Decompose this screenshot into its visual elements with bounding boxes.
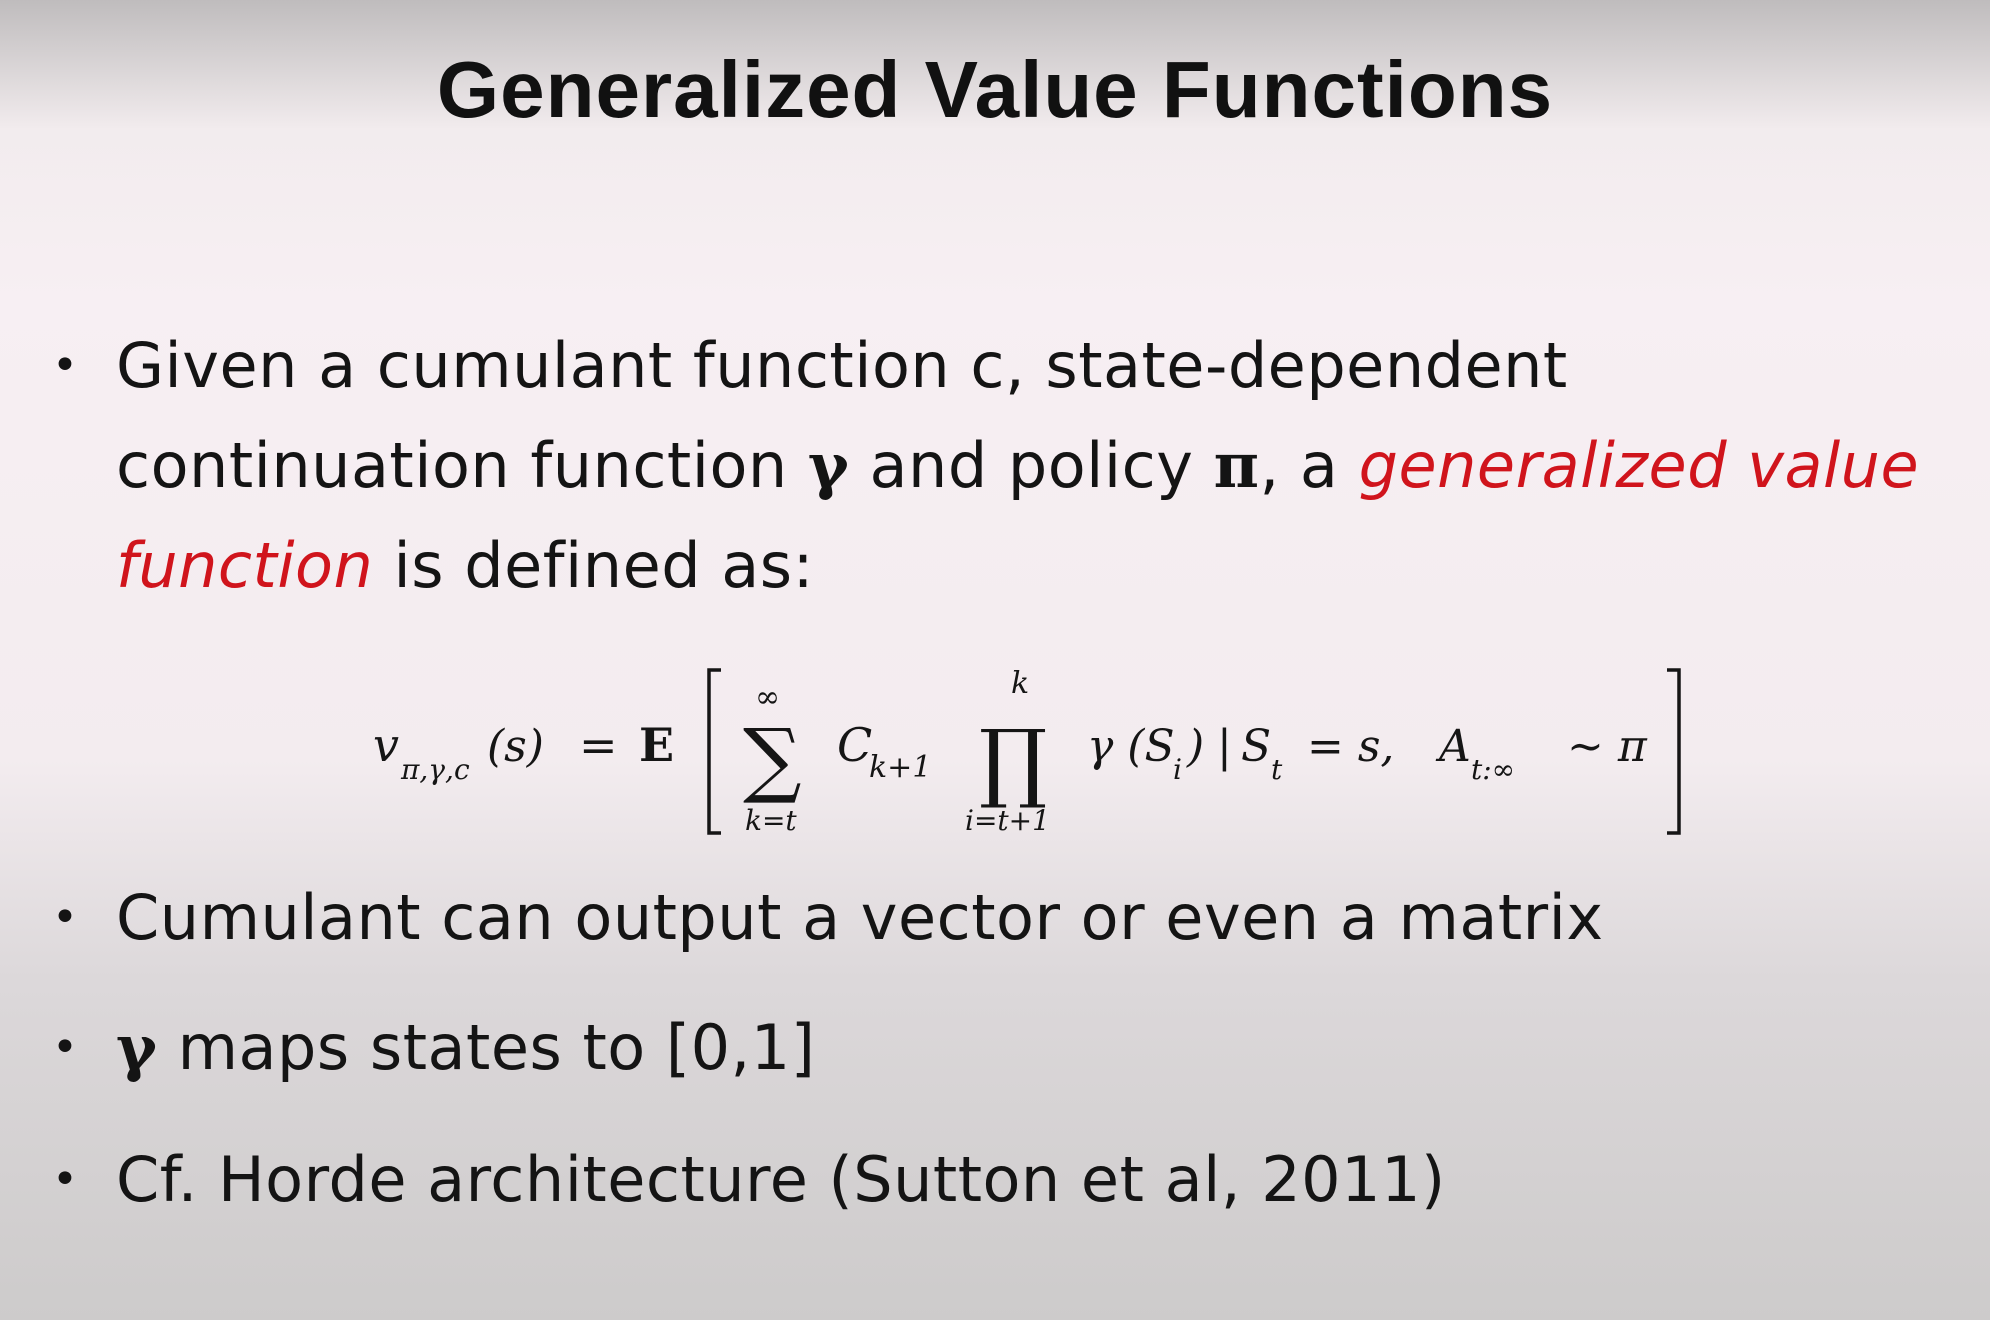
emphasis-function: function [116,529,374,602]
gvf-formula [355,655,1710,855]
left-bracket [709,670,721,833]
bullet-cumulant-output [52,868,1972,968]
bullet-text [116,998,1976,1098]
gamma-close: ) [1187,721,1205,772]
bullet-text [116,316,1976,616]
bullet-dot: • [52,340,79,391]
text-defined-as: is defined as: [373,529,814,602]
product-lower-limit: i=t+1 [965,804,1050,837]
gamma-symbol: γ [116,1011,158,1084]
sum-upper-limit: ∞ [755,680,780,715]
line-continuation: continuation function [116,429,808,502]
gamma-symbol: γ [807,429,850,502]
emphasis-generalized-value: generalized value [1358,429,1920,502]
slide-title: Generalized Value Functions [436,45,1554,134]
text-maps-states: maps states to [0,1] [157,1011,816,1084]
state-equals-s: = s, [1307,721,1395,772]
product-upper-limit: k [1011,666,1030,701]
sum-symbol: ∑ [743,712,802,807]
formula-given: | [1217,721,1232,772]
formula-equals: = [579,718,618,772]
action-subscript: t:∞ [1471,753,1516,786]
bullet-horde-reference [52,1130,1972,1230]
formula-expectation: E [639,718,675,772]
formula-cumulant: C [837,718,873,772]
bullet-dot: • [52,1022,79,1073]
bullet-text: Cumulant can output a vector or even a matrix [116,881,1604,954]
formula-gamma-term: γ (S [1087,721,1175,772]
formula-arg-s: (s) [487,721,544,772]
formula-v: v [373,718,399,772]
formula-state: S [1241,721,1272,772]
right-bracket [1667,670,1679,833]
bullet-gamma-maps [52,998,1972,1098]
pi-symbol: π [1213,429,1260,502]
line-given: Given a cumulant function c, state-dependent [116,329,1568,402]
sum-lower-limit: k=t [745,804,797,837]
cumulant-subscript: k+1 [869,750,932,785]
bullet-text: Cf. Horde architecture (Sutton et al, 2011) [116,1143,1446,1216]
bullet-gvf-definition [52,316,1972,616]
bullet-dot: • [52,1154,79,1205]
formula-v-subscript: π,γ,c [401,753,470,786]
bullet-dot: • [52,892,79,943]
gamma-subscript: i [1173,753,1182,786]
text-comma-a: , a [1259,429,1359,502]
formula-action: A [1439,721,1471,772]
product-symbol: ∏ [979,712,1048,812]
state-subscript: t [1271,753,1283,786]
text-and-policy: and policy [849,429,1214,502]
formula-dist-pi: ∼ π [1567,721,1647,772]
